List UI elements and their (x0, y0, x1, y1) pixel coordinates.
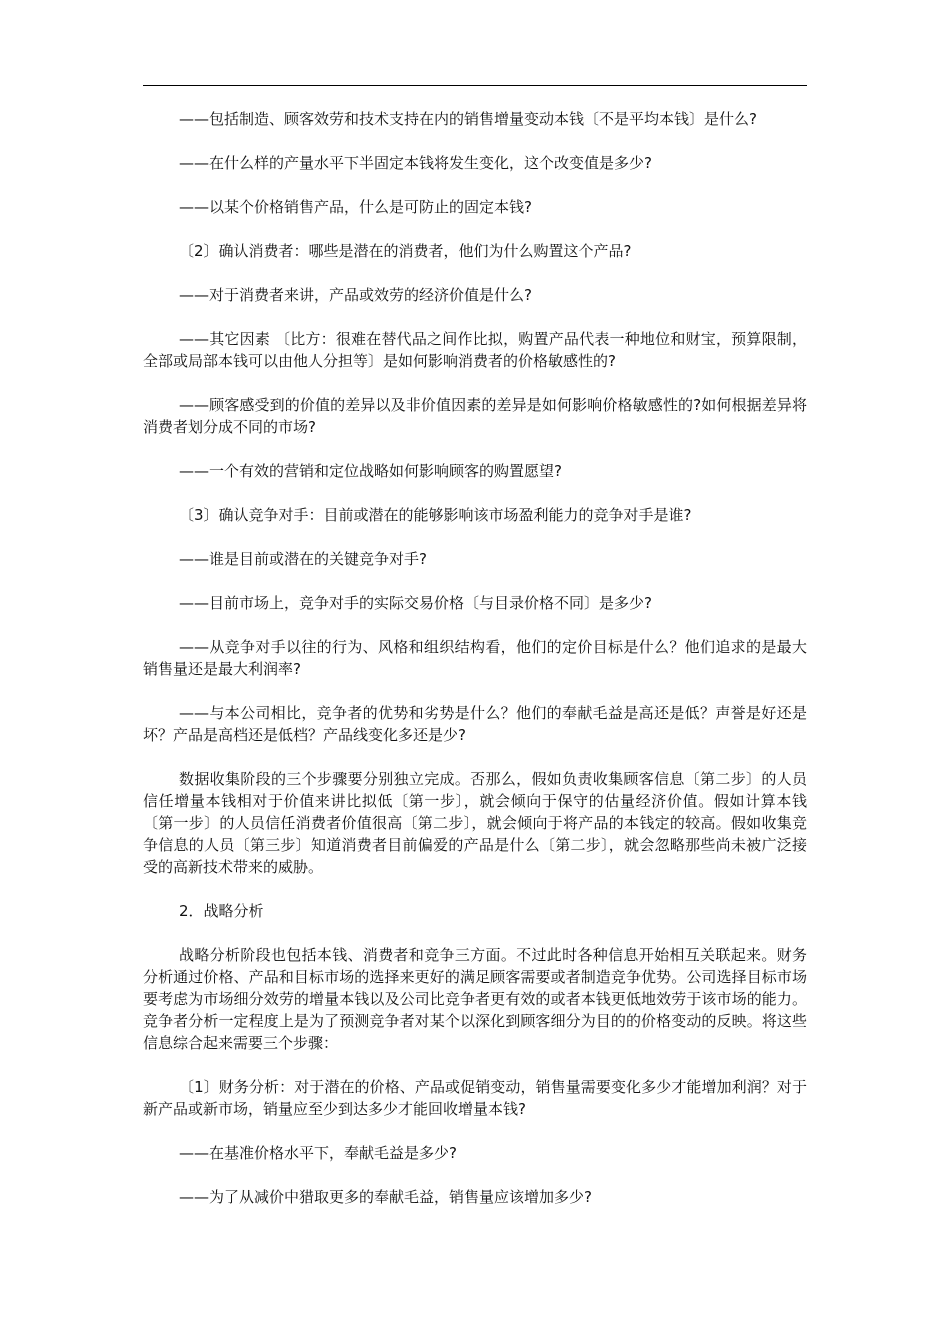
paragraph-data-collection: 数据收集阶段的三个步骤要分别独立完成。否那么，假如负责收集顾客信息〔第二步〕的人员信任增量本钱相对于价值来讲比拟低〔第一步〕，就会倾向于保守的估量经济价值。假如计算本钱〔第一步〕的人员信任消费者价值很高〔第二步〕，就会倾向于将产品的本钱定的较高。假如收集竞争信息的人员〔第三步〕知道消费者目前偏爱的产品是什么〔第二步〕，就会忽略那些尚未被广泛接受的高新技术带来的威胁。 (143, 770, 807, 876)
paragraph-contribution-margin: ——在基准价格水平下，奉献毛益是多少? (179, 1144, 457, 1162)
paragraph-value-differences: ——顾客感受到的价值的差异以及非价值因素的差异是如何影响价格敏感性的?如何根据差异将消费者划分成不同的市场? (143, 396, 807, 436)
paragraph-identify-competitors: 〔3〕确认竞争对手：目前或潜在的能够影响该市场盈利能力的竞争对手是谁? (179, 506, 692, 524)
paragraph-financial-analysis: 〔1〕财务分析：对于潜在的价格、产品或促销变动，销售量需要变化多少才能增加利润？对于新产品或新市场，销量应至少到达多少才能回收增量本钱? (143, 1078, 807, 1118)
paragraph-strategic-analysis: 战略分析阶段也包括本钱、消费者和竞争三方面。不过此时各种信息开始相互关联起来。财务分析通过价格、产品和目标市场的选择来更好的满足顾客需要或者制造竞争优势。公司选择目标市场要考虑为市场细分效劳的增量本钱以及公司比竞争者更有效的或者本钱更低地效劳于该市场的能力。竞争者分析一定程度上是为了预测竞争者对某个以深化到顾客细分为目的的价格变动的反映。将这些信息综合起来需要三个步骤： (143, 946, 807, 1052)
paragraph-sales-increase: ——为了从减价中猎取更多的奉献毛益，销售量应该增加多少? (179, 1188, 592, 1206)
section-heading-strategic-analysis: 2．战略分析 (179, 902, 264, 920)
paragraph-identify-consumers: 〔2〕确认消费者：哪些是潜在的消费者，他们为什么购置这个产品? (179, 242, 632, 260)
paragraph-pricing-objectives: ——从竞争对手以往的行为、风格和组织结构看，他们的定价目标是什么？他们追求的是最大销售量还是最大利润率? (143, 638, 807, 678)
paragraph-economic-value: ——对于消费者来讲，产品或效劳的经济价值是什么? (179, 286, 532, 304)
paragraph-marketing-strategy: ——一个有效的营销和定位战略如何影响顾客的购置愿望? (179, 462, 562, 480)
document-body (143, 108, 807, 1230)
paragraph-actual-prices: ——目前市场上，竞争对手的实际交易价格〔与目录价格不同〕是多少? (179, 594, 652, 612)
header-rule (143, 85, 807, 86)
paragraph-incremental-cost: ——包括制造、顾客效劳和技术支持在内的销售增量变动本钱〔不是平均本钱〕是什么? (179, 110, 757, 128)
paragraph-key-competitors: ——谁是目前或潜在的关键竞争对手? (179, 550, 427, 568)
paragraph-competitor-strengths: ——与本公司相比，竞争者的优势和劣势是什么？他们的奉献毛益是高还是低？声誉是好还是坏？产品是高档还是低档？产品线变化多还是少? (143, 704, 807, 744)
paragraph-other-factors: ——其它因素 〔比方：很难在替代品之间作比拟，购置产品代表一种地位和财宝，预算限制，全部或局部本钱可以由他人分担等〕是如何影响消费者的价格敏感性的? (143, 330, 807, 370)
paragraph-semi-fixed-cost: ——在什么样的产量水平下半固定本钱将发生变化，这个改变值是多少? (179, 154, 652, 172)
paragraph-avoidable-fixed-cost: ——以某个价格销售产品，什么是可防止的固定本钱? (179, 198, 532, 216)
